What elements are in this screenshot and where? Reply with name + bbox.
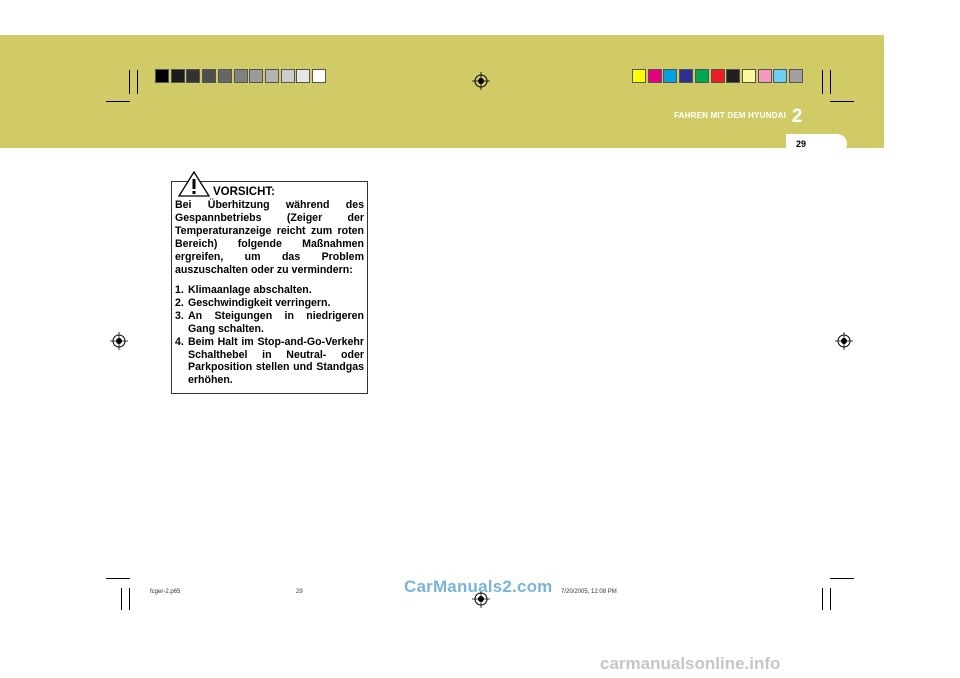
color-swatch: [663, 69, 677, 83]
page-number: 29: [795, 139, 806, 149]
crop-mark: [121, 588, 122, 610]
crop-mark: [822, 588, 823, 610]
crop-mark: [137, 70, 138, 94]
registration-mark-icon: [472, 72, 490, 90]
list-item: 1. Klimaanlage abschalten.: [175, 284, 312, 296]
color-swatch: [648, 69, 662, 83]
crop-mark: [830, 588, 831, 610]
caution-steps: [175, 284, 364, 387]
footer-timestamp: 7/20/2005, 12:08 PM: [561, 589, 617, 595]
crop-mark: [830, 101, 854, 102]
color-swatch: [679, 69, 693, 83]
color-swatch: [773, 69, 787, 83]
crop-mark: [822, 70, 823, 94]
caution-title: VORSICHT:: [213, 186, 275, 198]
footer-page: 29: [296, 589, 303, 595]
color-swatch: [234, 69, 248, 83]
registration-mark-icon: [835, 332, 853, 350]
chapter-number: 2: [791, 106, 803, 127]
color-swatch: [695, 69, 709, 83]
color-swatch: [312, 69, 326, 83]
list-item: 3. An Steigungen in niedrigeren Gang schalten.: [175, 309, 364, 335]
color-swatch: [711, 69, 725, 83]
caution-intro: Bei Überhitzung während des Gespannbetriebs (Zeiger der Temperaturanzeige reicht zum roten Bereich) folgende Maßnahmen ergreifen, um das Problem auszuschalten oder zu vermindern:: [175, 199, 364, 276]
color-swatch: [249, 69, 263, 83]
color-swatch: [758, 69, 772, 83]
crop-mark: [830, 70, 831, 94]
crop-mark: [106, 578, 130, 579]
crop-mark: [106, 101, 130, 102]
color-swatch: [186, 69, 200, 83]
header-band: [0, 35, 884, 148]
color-swatch: [265, 69, 279, 83]
chapter-title: FAHREN MIT DEM HYUNDAI: [674, 111, 786, 120]
color-swatch: [171, 69, 185, 83]
registration-mark-icon: [110, 332, 128, 350]
crop-mark: [129, 588, 130, 610]
color-swatch: [218, 69, 232, 83]
list-item: 2. Geschwindigkeit verringern.: [175, 296, 331, 309]
list-item: 4. Beim Halt im Stop-and-Go-Verkehr Schalthebel in Neutral- oder Parkposition stellen und Standgas erhöhen.: [175, 335, 364, 387]
color-swatch: [726, 69, 740, 83]
watermark-carmanuals2[interactable]: CarManuals2.com: [404, 577, 553, 596]
color-swatch: [789, 69, 803, 83]
color-swatch: [281, 69, 295, 83]
crop-mark: [830, 578, 854, 579]
color-swatch: [742, 69, 756, 83]
color-swatch: [202, 69, 216, 83]
color-swatch: [296, 69, 310, 83]
color-swatch: [155, 69, 169, 83]
crop-mark: [129, 70, 130, 94]
warning-triangle-icon: [177, 170, 211, 198]
color-swatch: [632, 69, 646, 83]
watermark-carmanualsonline[interactable]: carmanualsonline.info: [600, 654, 781, 673]
footer-filename: fcger-2.p65: [150, 589, 181, 595]
